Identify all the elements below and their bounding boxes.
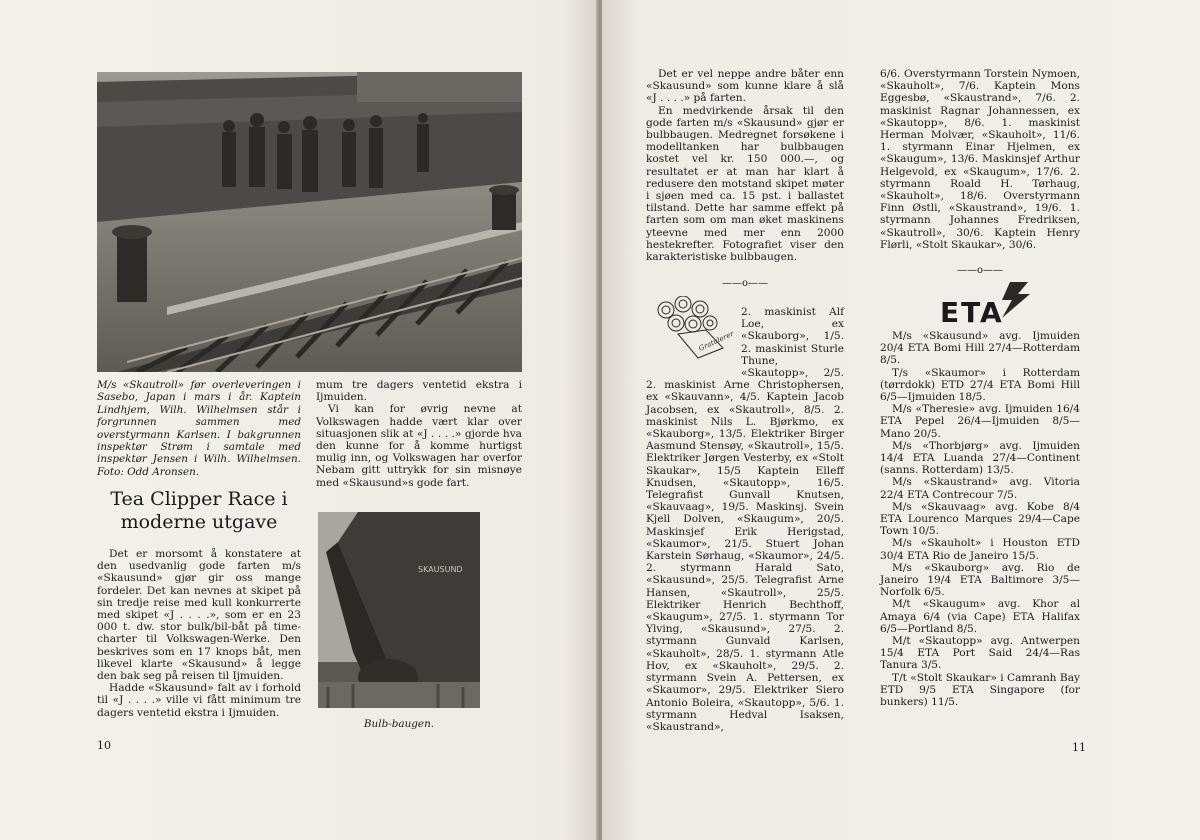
page-number-right: 11 xyxy=(1072,741,1086,754)
eta-entry: T/s «Skaumor» i Rotterdam (tørrdokk) ETD 27/4 ETA Bomi Hill 6/5—Ijmuiden 18/5. xyxy=(880,366,1080,404)
ship-bow-image xyxy=(318,512,480,708)
page-number-left: 10 xyxy=(97,739,111,752)
lightning-icon xyxy=(932,280,1042,328)
eta-entry: M/s «Skauborg» avg. Rio de Janeiro 19/4 ETA Baltimore 3/5—Norfolk 6/5. xyxy=(880,561,1080,599)
eta-entry: M/s «Thorbjørg» avg. Ijmuiden 14/4 ETA Luanda 27/4—Continent (sanns. Rotterdam) 13/5. xyxy=(880,439,1080,477)
bouquet-label: Gratulerer xyxy=(697,329,735,353)
bouquet-float-space xyxy=(646,306,741,378)
eta-entry: M/s «Skausund» avg. Ijmuiden 20/4 ETA Bomi Hill 27/4—Rotterdam 8/5. xyxy=(880,330,1080,367)
left-page xyxy=(0,0,598,840)
right-column-1-top xyxy=(646,68,844,263)
article-paragraph: Vi kan for øvrig nevne at Volkswagen hadde vært klar over situasjonen slik at «J . . . .» gjorde hva den kunne for å komme hurtigst mulig inn, og Volkswagen har overfor Nebam gitt uttrykk for sin misnøye med «Skausund»s gode fart. xyxy=(316,403,522,489)
eta-entry: M/t «Skaugum» avg. Khor al Amaya 6/4 (via Cape) ETA Halifax 6/5—Portland 8/5. xyxy=(880,598,1080,635)
photo-caption: M/s «Skautroll» før overleveringen i Sasebo, Japan i mars i år. Kaptein Lindhjem, Wilh. Wilhelmsen står i forgrunnen sammen med overstyrmann Karlsen. I bakgrunnen inspektør Strøm i samtale med inspektør Jensen i Wilh. Wilhelmsen. Foto: Odd Aronsen. xyxy=(97,379,301,478)
congratulations-text: 6/6. Overstyrmann Torstein Nymoen, «Skauholt», 7/6. Kaptein Mons Eggesbø, «Skaustrand», 7/6. 2. maskinist Ragnar Johannessen, ex «Skautopp», 8/6. 1. maskinist Herman Molvær, «Skauholt», 11/6. 1. styrmann Einar Hjelmen, ex «Skaugum», 13/6. Maskinsjef Arthur Helgevold, ex «Skaugum», 17/6. 2. styrmann Roald H. Tørhaug, «Skauholt», 18/6. Overstyrmann Finn Østli, «Skaustrand», 19/6. 1. styrmann Johannes Fredriksen, «Skautroll», 30/6. Kaptein Henry Flørli, «Stolt Skaukar», 30/6. xyxy=(880,68,1080,251)
article-paragraph: Det er vel neppe andre båter enn «Skausund» som kunne klare å slå «J . . . .» på farten. xyxy=(646,68,844,105)
congratulations-column-1 xyxy=(646,306,844,733)
dock-photo xyxy=(97,72,522,372)
eta-entry: M/s «Skauvaag» avg. Kobe 8/4 ETA Lourenco Marques 29/4—Cape Town 10/5. xyxy=(880,500,1080,538)
right-column-2-congratulations xyxy=(880,68,1080,251)
article-column-1 xyxy=(97,548,301,719)
article-paragraph-continued: mum tre dagers ventetid ekstra i Ijmuiden. xyxy=(316,379,522,404)
dock-scene-image xyxy=(97,72,522,372)
eta-logo xyxy=(932,280,1042,328)
eta-entry: M/s «Theresie» avg. Ijmuiden 16/4 ETA Pepel 26/4—Ijmuiden 8/5—Mano 20/5. xyxy=(880,403,1080,440)
bulb-caption: Bulb-baugen. xyxy=(363,718,435,730)
eta-entry: M/s «Skaustrand» avg. Vitoria 22/4 ETA Contrecour 7/5. xyxy=(880,476,1080,501)
eta-logo-text: ETA xyxy=(940,296,1004,328)
section-divider: ——o—— xyxy=(956,265,1004,276)
article-paragraph: En medvirkende årsak til den gode farten m/s «Skausund» gjør er bulbbaugen. Medregnet forsøkene i modelltanken har bulbbaugen kostet vel kr. 150 000.—, og resultatet er at man har klart å redusere den motstand skipet møter i sjøen med ca. 15 pst. i ballastet tilstand. Dette har samme effekt på farten som om man øket maskinens yteevne med mer enn 2000 hestekrefter. Fotografiet viser den karakteristiske bulbbaugen. xyxy=(646,104,844,264)
article-paragraph: Det er morsomt å konstatere at den usedvanlig gode farten m/s «Skausund» gjør gir oss mange fordeler. Det kan nevnes at skipet på sin tredje reise med kull konkurrerte med skipet «J . . . .», som er en 23 000 t. dw. stor bulk/bil-båt på time-charter til Volkswagen-Werke. Den beskrives som en 17 knops båt, men likevel klarte «Skausund» å legge den bak seg på reisen til Ijmuiden. xyxy=(97,548,301,683)
article-headline: Tea Clipper Race i moderne utgave xyxy=(110,488,288,533)
right-page xyxy=(602,0,1200,840)
eta-entry: M/t «Skautopp» avg. Antwerpen 15/4 ETA Port Said 24/4—Ras Tanura 3/5. xyxy=(880,635,1080,672)
article-paragraph: Hadde «Skausund» falt av i forhold til «J . . . .» ville vi fått minimum tre dagers ventetid ekstra i Ijmuiden. xyxy=(97,682,301,719)
section-divider: ——o—— xyxy=(721,278,769,289)
eta-entry: M/s «Skauholt» i Houston ETD 30/4 ETA Rio de Janeiro 15/5. xyxy=(880,537,1080,562)
eta-list xyxy=(880,330,1080,708)
article-column-2 xyxy=(316,379,522,489)
bulb-bow-photo xyxy=(318,512,480,708)
eta-entry: T/t «Stolt Skaukar» i Camranh Bay ETD 9/5 ETA Singapore (for bunkers) 11/5. xyxy=(880,671,1080,709)
congratulations-text: 2. maskinist Alf Loe, ex «Skauborg», 1/5. 2. maskinist Sturle Thune, «Skautopp», 2/5. 2. maskinist Arne Christophersen, ex «Skauvann», 4/5. Kaptein Jacob Jacobsen, ex «Skautroll», 8/5. 2. maskinist Nils L. Bjørkmo, ex «Skauborg», 13/5. Elektriker Birger Aasmund Stensøy, «Skautroll», 15/5. Elektriker Jørgen Vesterby, ex «Stolt Skaukar», 15/5 Kaptein Elleff Knudsen, «Skautopp», 16/5. Telegrafist Gunvall Knutsen, «Skauvaag», 19/5. Maskinsj. Svein Kjell Dolven, «Skaugum», 20/5. Maskinsjef Erik Herigstad, «Skaumor», 21/5. Stuert Johan Karstein Sørhaug, «Skaumor», 24/5. 2. styrmann Harald Sato, «Skausund», 25/5. Telegrafist Arne Hansen, «Skautroll», 25/5. Elektriker Henrich Bechthoff, «Skaugum», 27/5. 1. styrmann Tor Ylving, «Skausund», 27/5. 2. styrmann Gunvald Karlsen, «Skauholt», 28/5. 1. styrmann Atle Hov, ex «Skauholt», 29/5. 2. styrmann Svein A. Pettersen, ex «Skaumor», 29/5. Elektriker Siero Antonio Boleira, «Skautopp», 5/6. 1. styrmann Hedval Isaksen, «Skaustrand», xyxy=(646,306,844,733)
svg-text:SKAUSUND: SKAUSUND xyxy=(418,565,463,574)
